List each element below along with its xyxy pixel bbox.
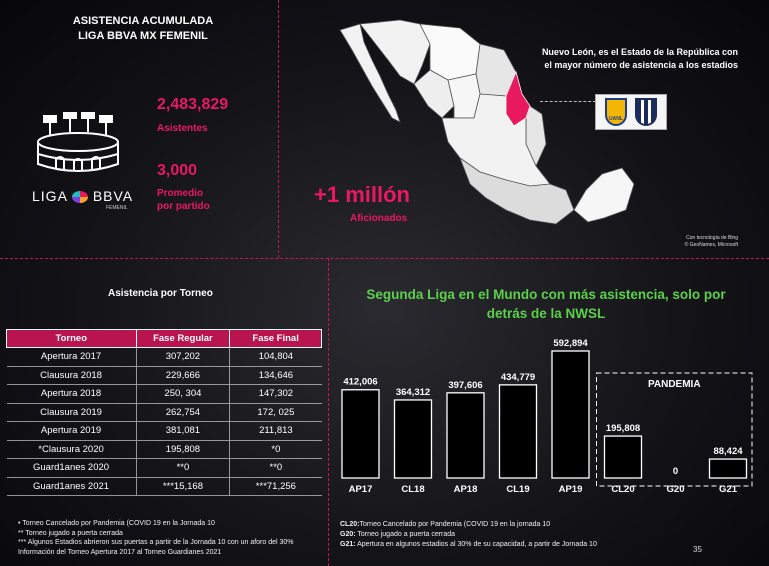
table-cell: 381,081 [136, 422, 230, 441]
table-cell: 172, 025 [230, 403, 322, 422]
chart-category-label: AP18 [453, 484, 478, 495]
table-row [7, 385, 322, 404]
table-cell: 134,646 [230, 366, 322, 385]
chart-bar [500, 385, 537, 478]
footnote: • Torneo Cancelado por Pandemia (COVID 19 en la Jornada 10 [18, 520, 215, 527]
table-header: Fase Final [230, 330, 322, 348]
stadium-icon [30, 112, 126, 187]
chart-category-label: CL19 [506, 484, 530, 495]
table-cell: Apertura 2019 [7, 422, 137, 441]
map-connector [540, 101, 596, 102]
pandemia-annotation: PANDEMIA [647, 379, 701, 390]
tigres-badge-icon: UANL [605, 98, 627, 126]
chart-category-label: CL20 [611, 484, 635, 495]
chart-data-label: 364,312 [395, 386, 431, 398]
table-row [7, 348, 322, 367]
table-title: Asistencia por Torneo [108, 288, 213, 299]
chart-bar [552, 351, 589, 478]
chart-bar [395, 400, 432, 478]
footnote: ** Torneo jugado a puerta cerrada [18, 529, 123, 537]
table-cell: **0 [136, 459, 230, 478]
table-cell: 250, 304 [136, 385, 230, 404]
chart-category-label: CL18 [401, 484, 425, 495]
map-region-durango [448, 74, 480, 118]
table-cell: Guard1anes 2020 [7, 459, 137, 478]
average-attendance-label: Promedio por partido [157, 188, 210, 212]
table-row [7, 477, 322, 496]
footnote: G21: Apertura en algunos estadios al 30% de su capacidad, a partir de Jornada 10 [340, 541, 597, 548]
table-cell: 104,804 [230, 348, 322, 367]
attendance-table [6, 329, 322, 496]
table-row [7, 403, 322, 422]
footnote: CL20:Torneo Cancelado por Pandemia (COVID 19 en la jornada 10 [340, 521, 551, 528]
table-cell: *Clausura 2020 [7, 440, 137, 459]
chart-bar [342, 390, 379, 478]
total-attendance-value: 2,483,829 [157, 96, 229, 113]
table-cell: Guard1anes 2021 [7, 477, 137, 496]
team-badges [595, 94, 667, 130]
logo-text-bbva: BBVA [92, 188, 134, 204]
chart-data-label: 0 [672, 466, 679, 477]
table-cell: 307,202 [136, 348, 230, 367]
logo-emblem-icon [72, 191, 88, 203]
chart-category-label: AP17 [348, 484, 373, 495]
map-region-yucatan [574, 168, 634, 222]
map-credit: Con tecnología de Bing © GeoNames, Microsoft [684, 235, 738, 248]
table-cell: *0 [230, 440, 322, 459]
footnote: G20: Torneo jugado a puerta cerrada [340, 531, 456, 538]
table-cell: 195,808 [136, 440, 230, 459]
table-cell: Apertura 2017 [7, 348, 137, 367]
table-cell: 262,754 [136, 403, 230, 422]
liga-bbva-logo [32, 188, 133, 211]
logo-subtext: FEMENIL [106, 205, 128, 211]
table-cell: Clausura 2019 [7, 403, 137, 422]
rayadas-badge-icon [635, 98, 657, 126]
separator-vertical-bottom [328, 258, 329, 566]
attendance-bar-chart [330, 325, 760, 497]
chart-title: Segunda Liga en el Mundo con más asistencia, solo por detrás de la NWSL [366, 287, 726, 321]
table-cell: Clausura 2018 [7, 366, 137, 385]
table-cell: **0 [230, 459, 322, 478]
table-row [7, 366, 322, 385]
table-row [7, 459, 322, 478]
page-number: 35 [693, 545, 702, 554]
chart-data-label: 592,894 [553, 338, 588, 349]
separator-vertical-top [278, 0, 279, 258]
footnote: *** Algunos Estadios abrieron sus puertas a partir de la Jornada 10 con un aforo del 30% [18, 539, 294, 547]
average-attendance-value: 3,000 [157, 162, 198, 179]
chart-data-label: 397,606 [448, 379, 483, 391]
separator-horizontal [0, 258, 769, 259]
chart-bar [447, 393, 484, 478]
chart-category-label: AP19 [558, 484, 583, 495]
chart-data-label: 412,006 [343, 376, 378, 388]
table-cell: 147,302 [230, 385, 322, 404]
chart-category-label: G20 [666, 484, 685, 495]
table-cell: 211,813 [230, 422, 322, 441]
chart-data-label: 88,424 [713, 446, 743, 458]
chart-category-label: G21 [719, 484, 737, 495]
footnote: Información del Torneo Apertura 2017 al Torneo Guardianes 2021 [18, 548, 222, 556]
logo-text-liga: LIGA [32, 188, 68, 204]
table-header: Fase Regular [136, 330, 230, 348]
table-cell: ***71,256 [230, 477, 322, 496]
table-cell: 229,666 [136, 366, 230, 385]
page-title: ASISTENCIA ACUMULADA LIGA BBVA MX FEMENIL [72, 15, 214, 42]
chart-footnotes [340, 520, 597, 550]
table-row [7, 440, 322, 459]
table-footnotes [18, 519, 294, 557]
table-cell: Apertura 2018 [7, 385, 137, 404]
table-cell: ***15,168 [136, 477, 230, 496]
fans-label: Aficionados [350, 213, 408, 224]
chart-data-label: 434,779 [500, 371, 536, 383]
map-note: Nuevo León, es el Estado de la República con el mayor número de asistencia a los estadios [541, 47, 738, 70]
table-header: Torneo [7, 330, 137, 348]
total-attendance-label: Asistentes [157, 123, 208, 134]
chart-bar [605, 436, 642, 478]
fans-value: +1 millón [314, 182, 410, 207]
chart-bar [710, 459, 747, 478]
chart-data-label: 195,808 [605, 423, 641, 435]
table-row [7, 422, 322, 441]
